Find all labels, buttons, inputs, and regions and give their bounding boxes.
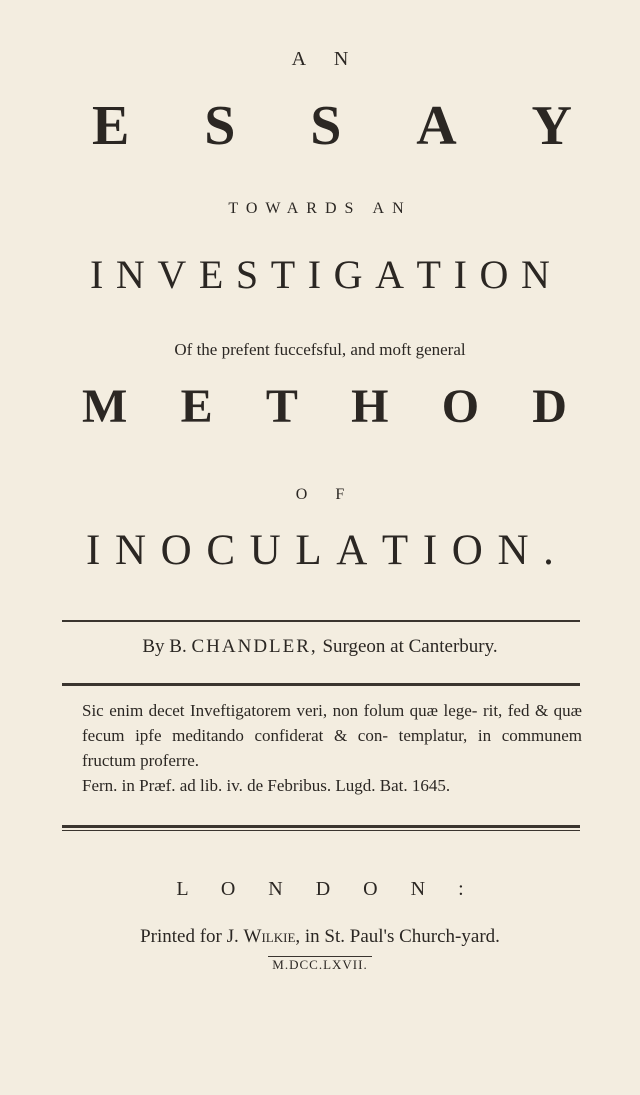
author-suffix: Surgeon at Canterbury.	[322, 636, 498, 657]
method-letter: T	[265, 379, 298, 433]
investigation-letter: N	[115, 251, 145, 297]
heading-inoculation	[86, 526, 554, 574]
divider-rule	[62, 830, 580, 831]
inoculation-letter: .	[543, 526, 554, 574]
investigation-letter: O	[479, 251, 509, 297]
inoculation-letter: I	[422, 526, 438, 574]
epigraph-citation: Fern. in Præf. ad lib. iv. de Febribus. Lugd. Bat. 1645.	[82, 776, 451, 795]
inoculation-letter: O	[160, 526, 192, 574]
imprint-suffix: in St. Paul's Church-yard.	[304, 926, 500, 947]
method-letter: D	[532, 379, 567, 433]
imprint-line	[0, 926, 640, 948]
heading-method	[82, 378, 567, 434]
heading-towards: TOWARDS AN	[228, 200, 412, 217]
method-letter: O	[441, 379, 480, 433]
inoculation-letter: T	[381, 526, 409, 574]
epigraph-text: Sic enim decet Inveftigatorem veri, non folum quæ lege- rit, fed & quæ fecum ipfe meditando confiderat & con- templatur, in communem fructum proferre.	[82, 701, 582, 770]
divider-rule	[62, 620, 580, 622]
author-prefix: By B.	[142, 636, 187, 657]
investigation-letter: E	[198, 251, 224, 297]
divider-rule	[62, 825, 580, 828]
publication-date	[0, 956, 640, 973]
author-name: CHANDLER,	[191, 636, 318, 657]
imprint-publisher: Wilkie,	[243, 926, 301, 947]
essay-letter: Y	[531, 95, 572, 157]
inoculation-letter: C	[206, 526, 236, 574]
heading-investigation	[90, 252, 550, 296]
inoculation-letter: N	[497, 526, 529, 574]
method-letter: H	[351, 379, 389, 433]
investigation-letter: I	[90, 251, 104, 297]
inoculation-letter: L	[295, 526, 322, 574]
method-letter: E	[180, 379, 213, 433]
epigraph	[82, 698, 582, 798]
investigation-letter: V	[157, 251, 187, 297]
essay-letter: A	[416, 95, 457, 157]
investigation-letter: I	[453, 251, 467, 297]
investigation-letter: I	[307, 251, 322, 297]
publication-date-text: M.DCC.LXVII.	[268, 956, 371, 973]
author-line	[0, 636, 640, 658]
divider-rule	[62, 683, 580, 686]
heading-an: A N	[291, 48, 361, 70]
inoculation-letter: U	[249, 526, 281, 574]
heading-essay	[92, 96, 572, 156]
investigation-letter: T	[416, 251, 441, 297]
place-of-publication: L O N D O N :	[176, 878, 478, 900]
essay-letter: E	[92, 95, 130, 157]
investigation-letter: S	[235, 251, 259, 297]
essay-letter: S	[310, 95, 342, 157]
heading-of: O F	[295, 486, 357, 503]
inoculation-letter: A	[336, 526, 368, 574]
investigation-letter: T	[270, 251, 296, 297]
essay-letter: S	[204, 95, 236, 157]
investigation-letter: N	[520, 251, 550, 297]
method-letter: M	[82, 379, 128, 433]
inoculation-letter: I	[86, 526, 101, 574]
investigation-letter: A	[375, 251, 404, 297]
inoculation-letter: O	[451, 526, 483, 574]
imprint-prefix: Printed for J.	[140, 926, 239, 947]
investigation-letter: G	[333, 251, 363, 297]
subtitle-of-present: Of the prefent fuccefsful, and moft general	[174, 340, 466, 359]
inoculation-letter: N	[114, 526, 147, 574]
